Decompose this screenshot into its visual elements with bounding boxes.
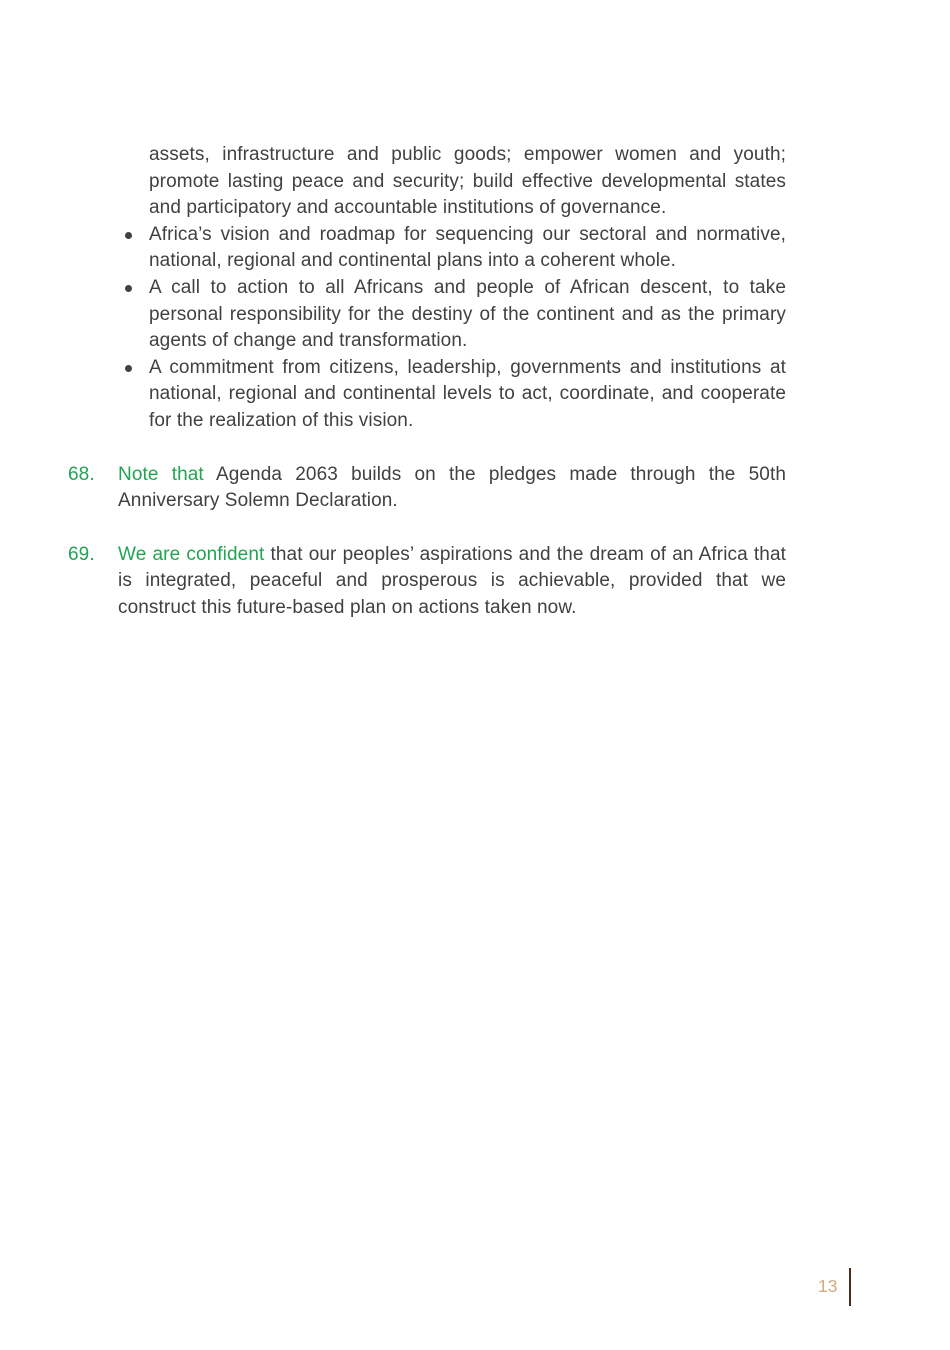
paragraph-continuation: assets, infrastructure and public goods; empower women and youth; promote lasting peace and security; build effective developmental states and participatory and accountable institutions of governance. (149, 144, 786, 219)
bullet-list (68, 222, 786, 435)
bullet-dot-icon (125, 285, 132, 292)
item-lead-phrase: Note that (118, 463, 204, 485)
bullet-item (68, 355, 786, 435)
bullet-item (68, 222, 786, 275)
footer-rule (849, 1268, 852, 1306)
numbered-item-68 (68, 462, 786, 515)
bullet-dot-icon (125, 232, 132, 239)
bullet-item (68, 275, 786, 355)
page-footer (0, 1268, 851, 1306)
bullet-item-text: A call to action to all Africans and people of African descent, to take personal responsibility for the destiny of the continent and as the primary agents of change and transformation. (149, 276, 786, 352)
item-number: 69. (68, 543, 95, 565)
item-number: 68. (68, 463, 95, 485)
bullet-dot-icon (125, 365, 132, 372)
bullet-item-text: Africa’s vision and roadmap for sequencing our sectoral and normative, national, regional and continental plans into a coherent whole. (149, 223, 786, 272)
bullet-item-text: A commitment from citizens, leadership, governments and institutions at national, regional and continental levels to act, coordinate, and cooperate for the realization of this vision. (149, 356, 786, 431)
item-body-text: that our peoples’ aspirations and the dream of an Africa that is integrated, peaceful and prosperous is achievable, provided that we construct this future-based plan on actions taken now. (118, 543, 787, 618)
item-body-text: Agenda 2063 builds on the pledges made through the 50th Anniversary Solemn Declaration. (118, 463, 787, 512)
page-number: 13 (818, 1276, 838, 1297)
page-content (68, 142, 786, 622)
numbered-item-69 (68, 542, 786, 622)
item-lead-phrase: We are confident (118, 543, 265, 565)
